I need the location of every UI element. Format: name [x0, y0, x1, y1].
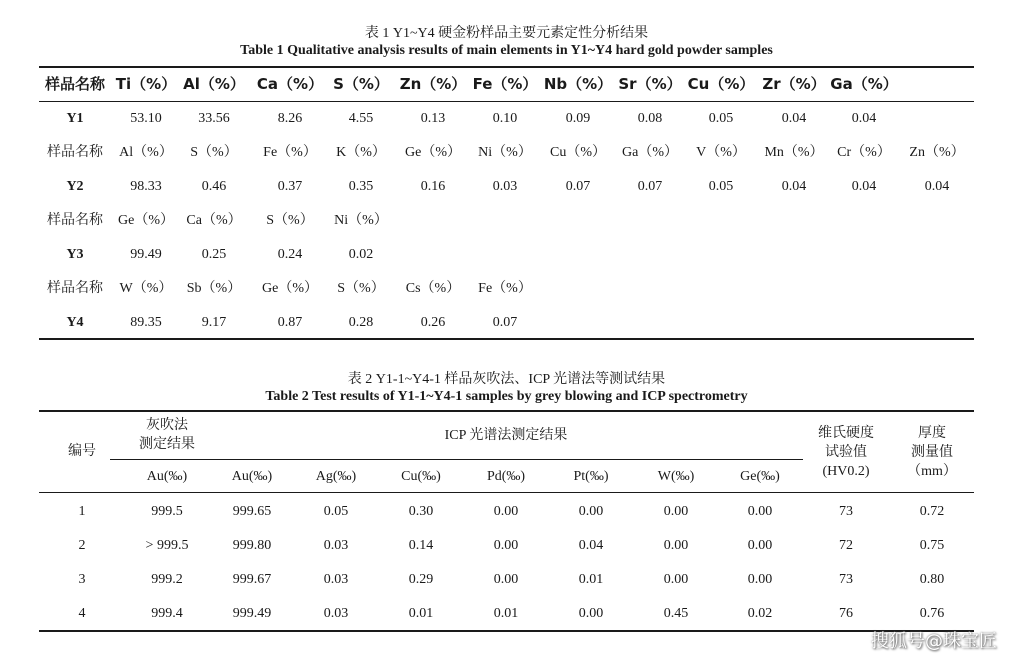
table2-cell: 0.00	[493, 538, 519, 553]
table1-column-header: Fe（%）	[472, 75, 538, 93]
table1-value: 0.10	[492, 111, 518, 126]
table2-cell: 73	[839, 504, 853, 519]
table1-column-header: Mn（%）	[764, 145, 824, 160]
table1-title-cn: 表 1 Y1~Y4 硬金粉样品主要元素定性分析结果	[364, 26, 649, 41]
table1-column-header: W（%）	[119, 281, 173, 296]
table1-column-header: Ge（%）	[118, 213, 174, 228]
table1-header-rule	[39, 101, 974, 102]
table1-column-header: Zr（%）	[762, 75, 826, 93]
table2-cell: 999.4	[151, 606, 183, 621]
thickness-header: 厚度	[918, 426, 946, 441]
table2-cell: 0.03	[323, 606, 349, 621]
table1-column-header: Cs（%）	[405, 281, 461, 296]
icp-group-header: ICP 光谱法测定结果	[444, 428, 568, 443]
table1-value: 0.16	[420, 179, 446, 194]
table2-top-rule	[39, 410, 974, 412]
table2-cell: 1	[78, 504, 86, 519]
fire-assay-header: 测定结果	[139, 437, 195, 452]
fire-assay-header: 灰吹法	[146, 418, 188, 433]
table2-cell: 72	[839, 538, 853, 553]
table1-value: 0.07	[492, 315, 518, 330]
table2-header-rule	[39, 492, 974, 493]
table1-value: 0.07	[565, 179, 591, 194]
table1-value: 0.03	[492, 179, 518, 194]
table2-cell: 0.75	[919, 538, 945, 553]
table2-sub-header: Ge(‰)	[740, 469, 780, 484]
table1-value: 0.46	[201, 179, 227, 194]
table2-cell: 2	[78, 538, 86, 553]
table1-column-header: Ca（%）	[256, 75, 324, 93]
table2-cell: 0.14	[408, 538, 434, 553]
table1-value: 0.24	[277, 247, 303, 262]
table1-column-header: Fe（%）	[263, 145, 317, 160]
table2-cell: 0.45	[663, 606, 689, 621]
table1-value: 0.04	[924, 179, 950, 194]
table1-value: 0.13	[420, 111, 446, 126]
table1-sample-name: Y2	[66, 179, 84, 194]
table2-cell: 4	[78, 606, 86, 621]
table2-title-cn: 表 2 Y1-1~Y4-1 样品灰吹法、ICP 光谱法等测试结果	[347, 372, 666, 387]
table2-bottom-rule	[39, 630, 974, 632]
watermark: 搜狐号@珠宝匠	[871, 631, 997, 652]
table1-column-header: Ni（%）	[334, 213, 388, 228]
table1-sample-name: Y3	[66, 247, 84, 262]
table2-cell: 0.00	[578, 504, 604, 519]
table1-value: 0.09	[565, 111, 591, 126]
table2-sub-header: Pd(‰)	[486, 469, 526, 484]
table2-cell: 0.03	[323, 538, 349, 553]
table1-value: 33.56	[198, 111, 230, 126]
table2-title-en: Table 2 Test results of Y1-1~Y4-1 samples by grey blowing and ICP spectrometry	[265, 389, 748, 404]
table2-cell: 0.80	[919, 572, 945, 587]
table2-cell: 0.00	[663, 572, 689, 587]
table1-column-header: V（%）	[696, 145, 746, 160]
table1-value: 0.35	[348, 179, 374, 194]
table2-cell: > 999.5	[145, 538, 189, 553]
table1-header-label: 样品名称	[44, 75, 106, 93]
table1-value: 0.25	[201, 247, 227, 262]
table1-column-header: Cu（%）	[550, 145, 606, 160]
table1-column-header: Sb（%）	[186, 281, 242, 296]
table1-value: 4.55	[348, 111, 374, 126]
table1-value: 0.37	[277, 179, 303, 194]
table2-cell: 0.29	[408, 572, 434, 587]
table1-top-rule	[39, 66, 974, 68]
table1-column-header: S（%）	[190, 145, 238, 160]
table1-value: 0.04	[781, 111, 807, 126]
table2-cell: 0.00	[747, 572, 773, 587]
table1-column-header: Ge（%）	[405, 145, 461, 160]
table1-column-header: S（%）	[266, 213, 314, 228]
table1-value: 0.07	[637, 179, 663, 194]
table2-sub-header: Au(‰)	[231, 469, 273, 484]
table1-header-label: 样品名称	[47, 145, 103, 160]
table1-column-header: Ga（%）	[830, 75, 898, 93]
table1-sample-name: Y1	[66, 111, 84, 126]
table2-sub-header: W(‰)	[657, 469, 695, 484]
table1-header-label: 样品名称	[47, 281, 103, 296]
table2-cell: 999.49	[232, 606, 272, 621]
table1-column-header: S（%）	[337, 281, 385, 296]
table1-value: 0.26	[420, 315, 446, 330]
table2-cell: 3	[78, 572, 86, 587]
table2-cell: 0.00	[493, 504, 519, 519]
table2-cell: 0.00	[747, 504, 773, 519]
table1-sample-name: Y4	[66, 315, 84, 330]
table2-col-id: 编号	[68, 444, 96, 459]
table2-cell: 0.05	[323, 504, 349, 519]
table2-cell: 0.30	[408, 504, 434, 519]
table2-cell: 0.01	[408, 606, 434, 621]
table2-sub-header: Ag(‰)	[315, 469, 357, 484]
table1-column-header: Ca（%）	[186, 213, 242, 228]
table1-value: 98.33	[130, 179, 162, 194]
table2-cell: 0.04	[578, 538, 604, 553]
table1-column-header: Sr（%）	[618, 75, 682, 93]
table2-cell: 999.2	[151, 572, 183, 587]
table1-column-header: Cr（%）	[837, 145, 891, 160]
table2-cell: 0.76	[919, 606, 945, 621]
table1-value: 99.49	[130, 247, 162, 262]
table2-cell: 999.65	[232, 504, 272, 519]
table2-cell: 0.00	[747, 538, 773, 553]
table1-value: 0.04	[781, 179, 807, 194]
thickness-header: 测量值	[911, 445, 953, 460]
table1-value: 0.87	[277, 315, 303, 330]
table2-cell: 0.01	[578, 572, 604, 587]
table1-header-label: 样品名称	[47, 213, 103, 228]
table2-cell: 999.5	[151, 504, 183, 519]
table2-sub-header: Cu(‰)	[401, 469, 441, 484]
icp-group-rule	[110, 459, 803, 460]
table1-value: 8.26	[277, 111, 303, 126]
table2-sub-header: Au(‰)	[146, 469, 188, 484]
hardness-header: 维氏硬度	[818, 426, 874, 441]
table1-value: 0.04	[851, 179, 877, 194]
table1-column-header: Fe（%）	[478, 281, 532, 296]
hardness-header: (HV0.2)	[822, 464, 870, 479]
table1-value: 0.05	[708, 179, 734, 194]
thickness-header: （mm）	[907, 464, 957, 479]
table1-value: 0.04	[851, 111, 877, 126]
table1-value: 0.05	[708, 111, 734, 126]
table2-cell: 0.72	[919, 504, 945, 519]
table2-cell: 0.00	[493, 572, 519, 587]
table1-value: 0.02	[348, 247, 374, 262]
table2-cell: 999.80	[232, 538, 272, 553]
table2-cell: 0.00	[663, 538, 689, 553]
table1-column-header: Zn（%）	[909, 145, 965, 160]
table2-cell: 76	[839, 606, 853, 621]
table1-bottom-rule	[39, 338, 974, 340]
table2-cell: 0.02	[747, 606, 773, 621]
table1-column-header: K（%）	[336, 145, 386, 160]
table1-column-header: Zn（%）	[399, 75, 467, 93]
table1-value: 53.10	[130, 111, 162, 126]
table1-column-header: Al（%）	[119, 145, 173, 160]
table1-value: 0.08	[637, 111, 663, 126]
table1-title-en: Table 1 Qualitative analysis results of main elements in Y1~Y4 hard gold powder samples	[240, 43, 773, 58]
table2-cell: 73	[839, 572, 853, 587]
table1-column-header: S（%）	[333, 75, 389, 93]
table2-cell: 0.00	[578, 606, 604, 621]
table2-cell: 0.00	[663, 504, 689, 519]
table2-sub-header: Pt(‰)	[573, 469, 609, 484]
table1-column-header: Nb（%）	[543, 75, 613, 93]
table1-column-header: Ga（%）	[622, 145, 678, 160]
table1-column-header: Ti（%）	[115, 75, 177, 93]
table1-value: 0.28	[348, 315, 374, 330]
table1-value: 89.35	[130, 315, 162, 330]
hardness-header: 试验值	[825, 445, 867, 460]
table1-value: 9.17	[201, 315, 227, 330]
table2-cell: 0.01	[493, 606, 519, 621]
table2-cell: 999.67	[232, 572, 272, 587]
table2-cell: 0.03	[323, 572, 349, 587]
table1-column-header: Cu（%）	[687, 75, 755, 93]
table1-column-header: Ni（%）	[478, 145, 532, 160]
table1-column-header: Ge（%）	[262, 281, 318, 296]
table1-column-header: Al（%）	[183, 75, 245, 93]
